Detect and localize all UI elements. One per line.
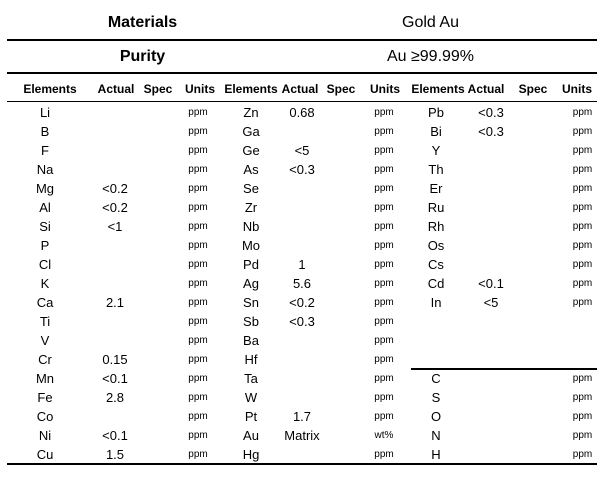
element-cell: C [431, 371, 441, 386]
unit-cell: ppm [188, 354, 208, 365]
actual-cell: 1.7 [292, 409, 312, 424]
unit-cell [556, 350, 609, 369]
unit-cell: ppm [572, 183, 593, 194]
actual-cell [90, 407, 140, 426]
unit-cell: ppm [374, 107, 394, 118]
spec-cell [322, 426, 362, 445]
spec-cell [140, 312, 176, 331]
element-cell: Rh [427, 219, 445, 234]
spec-cell [140, 369, 176, 388]
actual-cell [466, 426, 516, 445]
unit-cell: ppm [572, 449, 593, 460]
unit-cell: ppm [188, 107, 208, 118]
element-cell: Ga [242, 124, 260, 139]
unit-cell: ppm [572, 430, 593, 441]
spec-cell [322, 445, 362, 464]
element-cell: Au [243, 428, 259, 443]
unit-cell: ppm [374, 354, 394, 365]
table-row [0, 293, 609, 312]
col-elements-3: Elements [411, 82, 465, 96]
unit-cell: ppm [572, 411, 593, 422]
spec-cell [140, 445, 176, 464]
col-elements-1: Elements [23, 82, 77, 96]
element-cell: Ti [39, 314, 51, 329]
actual-cell [282, 122, 322, 141]
table-row [0, 255, 609, 274]
table-row [0, 445, 609, 464]
element-cell: N [431, 428, 441, 443]
element-cell: Bi [430, 124, 442, 139]
spec-cell [516, 103, 556, 122]
table-row [0, 122, 609, 141]
spec-cell [322, 217, 362, 236]
spec-cell [516, 160, 556, 179]
element-cell: Al [39, 200, 51, 215]
element-cell: Hf [244, 352, 258, 367]
actual-cell [466, 179, 516, 198]
actual-cell: <5 [483, 295, 499, 310]
spec-cell [140, 179, 176, 198]
unit-cell: ppm [374, 335, 394, 346]
col-units-1: Units [185, 82, 215, 96]
unit-cell: ppm [572, 164, 593, 175]
actual-cell: <0.2 [102, 200, 128, 215]
spec-cell [322, 122, 362, 141]
table-row [0, 331, 609, 350]
actual-cell: <0.3 [478, 124, 504, 139]
spec-cell [140, 274, 176, 293]
actual-cell [282, 179, 322, 198]
spec-cell [516, 369, 556, 388]
col-units-2: Units [370, 82, 400, 96]
actual-cell: <0.1 [478, 276, 504, 291]
spec-cell [322, 160, 362, 179]
spec-cell [516, 426, 556, 445]
col-elements-2: Elements [224, 82, 278, 96]
actual-cell [90, 103, 140, 122]
unit-cell: ppm [572, 373, 593, 384]
element-cell: Pd [243, 257, 259, 272]
purity-value: Au ≥99.99% [386, 48, 475, 65]
unit-cell: ppm [188, 145, 208, 156]
unit-cell: ppm [572, 297, 593, 308]
element-cell: Mo [241, 238, 261, 253]
spec-cell [516, 388, 556, 407]
materials-value: Gold Au [402, 14, 459, 31]
spec-cell [322, 293, 362, 312]
spec-cell [322, 407, 362, 426]
unit-cell: wt% [374, 430, 394, 441]
actual-cell: <0.2 [289, 295, 315, 310]
spec-cell [322, 388, 362, 407]
unit-cell: ppm [188, 221, 208, 232]
unit-cell: ppm [188, 259, 208, 270]
table-row [0, 312, 609, 331]
spec-cell [140, 293, 176, 312]
spec-cell [140, 217, 176, 236]
element-cell: Hg [242, 447, 260, 462]
actual-cell [90, 255, 140, 274]
element-cell: Nb [242, 219, 260, 234]
materials-label: Materials [107, 14, 178, 31]
spec-cell [516, 312, 556, 331]
unit-cell: ppm [572, 240, 593, 251]
unit-cell: ppm [188, 202, 208, 213]
unit-cell: ppm [374, 202, 394, 213]
rule-purity [7, 72, 597, 74]
element-cell: O [430, 409, 442, 424]
spec-cell [516, 293, 556, 312]
spec-cell [322, 179, 362, 198]
element-cell: Cu [36, 447, 54, 462]
element-cell: Sn [243, 295, 259, 310]
element-cell: Mn [35, 371, 55, 386]
actual-cell [466, 312, 516, 331]
actual-cell [466, 255, 516, 274]
spec-cell [516, 122, 556, 141]
actual-cell [282, 350, 322, 369]
element-cell: Cs [428, 257, 444, 272]
spec-cell [140, 198, 176, 217]
actual-cell: <0.2 [102, 181, 128, 196]
actual-cell: <0.1 [102, 428, 128, 443]
actual-cell: <0.3 [478, 105, 504, 120]
actual-cell: 1 [298, 257, 306, 272]
purity-label: Purity [119, 48, 166, 65]
unit-cell: ppm [374, 183, 394, 194]
actual-cell [466, 369, 516, 388]
element-cell: Ba [243, 333, 259, 348]
spec-cell [516, 331, 556, 350]
actual-cell [282, 217, 322, 236]
table-row [0, 274, 609, 293]
table-row [0, 350, 609, 369]
unit-cell: ppm [188, 240, 208, 251]
actual-cell [90, 141, 140, 160]
unit-cell: ppm [188, 373, 208, 384]
element-cell: W [244, 390, 258, 405]
actual-cell: 5.6 [292, 276, 312, 291]
spec-cell [140, 141, 176, 160]
unit-cell: ppm [188, 316, 208, 327]
spec-cell [140, 236, 176, 255]
actual-cell [466, 141, 516, 160]
spec-cell [322, 198, 362, 217]
table-row [0, 179, 609, 198]
unit-cell: ppm [188, 449, 208, 460]
actual-cell [90, 236, 140, 255]
unit-cell: ppm [572, 107, 593, 118]
table-row [0, 407, 609, 426]
element-cell: Co [36, 409, 54, 424]
unit-cell: ppm [188, 297, 208, 308]
spec-cell [140, 160, 176, 179]
col-spec-1: Spec [143, 82, 173, 96]
unit-cell: ppm [188, 392, 208, 403]
spec-cell [140, 255, 176, 274]
actual-cell: 2.1 [105, 295, 125, 310]
actual-cell [90, 331, 140, 350]
spec-cell [322, 236, 362, 255]
element-cell: Er [429, 181, 443, 196]
spec-cell [322, 350, 362, 369]
actual-cell: <0.1 [102, 371, 128, 386]
table-row [0, 160, 609, 179]
unit-cell: ppm [374, 164, 394, 175]
col-actual-2: Actual [281, 82, 319, 96]
unit-cell: ppm [374, 221, 394, 232]
actual-cell: Matrix [284, 428, 320, 443]
unit-cell: ppm [374, 449, 394, 460]
element-cell: Cd [427, 276, 445, 291]
unit-cell: ppm [188, 411, 208, 422]
actual-cell [466, 407, 516, 426]
actual-cell [90, 122, 140, 141]
actual-cell [466, 388, 516, 407]
element-cell: P [40, 238, 50, 253]
spec-cell [516, 217, 556, 236]
element-cell: Pb [428, 105, 444, 120]
element-cell: Zr [244, 200, 258, 215]
element-cell: Zn [243, 105, 259, 120]
element-cell: Ni [38, 428, 52, 443]
actual-cell [282, 445, 322, 464]
unit-cell: ppm [374, 297, 394, 308]
spec-cell [140, 388, 176, 407]
element-cell: Cr [38, 352, 52, 367]
rule-top [7, 39, 597, 41]
actual-cell [466, 198, 516, 217]
unit-cell: ppm [374, 278, 394, 289]
spec-cell [516, 179, 556, 198]
element-cell: Se [243, 181, 259, 196]
element-cell: S [431, 390, 441, 405]
rule-gases [411, 368, 597, 370]
spec-cell [322, 141, 362, 160]
spec-cell [322, 274, 362, 293]
element-cell: Ta [244, 371, 258, 386]
spec-cell [140, 426, 176, 445]
element-cell: Cl [38, 257, 52, 272]
spec-cell [322, 103, 362, 122]
actual-cell: <5 [294, 143, 310, 158]
element-cell [406, 331, 466, 350]
element-cell: Li [39, 105, 51, 120]
element-cell: Sb [243, 314, 259, 329]
element-cell: Ag [243, 276, 259, 291]
unit-cell: ppm [374, 392, 394, 403]
unit-cell: ppm [374, 126, 394, 137]
element-cell: H [431, 447, 441, 462]
element-cell: B [40, 124, 50, 139]
rule-header [7, 101, 597, 102]
spec-cell [140, 407, 176, 426]
unit-cell: ppm [572, 278, 593, 289]
element-cell: Ru [427, 200, 445, 215]
actual-cell [90, 274, 140, 293]
unit-cell: ppm [572, 126, 593, 137]
actual-cell [90, 312, 140, 331]
spec-cell [516, 236, 556, 255]
unit-cell: ppm [374, 240, 394, 251]
spec-cell [322, 369, 362, 388]
unit-cell: ppm [374, 145, 394, 156]
table-row [0, 369, 609, 388]
table-row [0, 103, 609, 122]
element-cell: Y [431, 143, 441, 158]
unit-cell [556, 312, 609, 331]
actual-cell [466, 331, 516, 350]
element-cell: Os [427, 238, 445, 253]
spec-cell [140, 122, 176, 141]
col-spec-3: Spec [518, 82, 548, 96]
unit-cell: ppm [188, 164, 208, 175]
table-row [0, 217, 609, 236]
element-cell: Fe [37, 390, 53, 405]
unit-cell: ppm [188, 430, 208, 441]
table-row [0, 236, 609, 255]
actual-cell [282, 236, 322, 255]
element-cell: V [40, 333, 50, 348]
actual-cell [466, 350, 516, 369]
actual-cell [466, 160, 516, 179]
actual-cell: 0.15 [102, 352, 128, 367]
actual-cell: 1.5 [105, 447, 125, 462]
col-spec-2: Spec [326, 82, 356, 96]
element-cell: Th [428, 162, 444, 177]
unit-cell: ppm [188, 335, 208, 346]
actual-cell: <0.3 [289, 314, 315, 329]
element-cell [406, 350, 466, 369]
unit-cell: ppm [374, 373, 394, 384]
unit-cell: ppm [572, 392, 593, 403]
actual-cell [466, 217, 516, 236]
spec-cell [322, 312, 362, 331]
col-actual-1: Actual [97, 82, 135, 96]
element-cell: Si [39, 219, 51, 234]
actual-cell [282, 331, 322, 350]
unit-cell [556, 331, 609, 350]
col-actual-3: Actual [467, 82, 505, 96]
element-cell: K [40, 276, 50, 291]
spec-cell [516, 350, 556, 369]
element-cell: Mg [35, 181, 55, 196]
spec-cell [140, 331, 176, 350]
analysis-table [0, 103, 609, 464]
unit-cell: ppm [374, 316, 394, 327]
element-cell: Na [36, 162, 54, 177]
spec-cell [516, 255, 556, 274]
unit-cell: ppm [188, 126, 208, 137]
spec-cell [516, 198, 556, 217]
table-row [0, 141, 609, 160]
actual-cell: <1 [107, 219, 123, 234]
unit-cell: ppm [572, 221, 593, 232]
unit-cell: ppm [188, 278, 208, 289]
unit-cell: ppm [374, 411, 394, 422]
table-row [0, 426, 609, 445]
element-cell: Pt [244, 409, 258, 424]
actual-cell: 0.68 [289, 105, 315, 120]
spec-cell [516, 274, 556, 293]
unit-cell: ppm [572, 202, 593, 213]
spec-cell [322, 255, 362, 274]
unit-cell: ppm [572, 145, 593, 156]
col-units-3: Units [562, 82, 592, 96]
element-cell [406, 312, 466, 331]
rule-bottom [7, 463, 597, 465]
spec-cell [516, 407, 556, 426]
element-cell: Ge [242, 143, 260, 158]
unit-cell: ppm [374, 259, 394, 270]
actual-cell [90, 160, 140, 179]
table-row [0, 388, 609, 407]
actual-cell: <0.3 [289, 162, 315, 177]
spec-cell [516, 141, 556, 160]
element-cell: In [430, 295, 442, 310]
element-cell: As [243, 162, 259, 177]
actual-cell [466, 236, 516, 255]
spec-cell [140, 103, 176, 122]
actual-cell [282, 369, 322, 388]
actual-cell [466, 445, 516, 464]
element-cell: F [41, 143, 49, 158]
unit-cell: ppm [572, 259, 593, 270]
spec-cell [140, 350, 176, 369]
unit-cell: ppm [188, 183, 208, 194]
spec-cell [516, 445, 556, 464]
table-row [0, 198, 609, 217]
spec-cell [322, 331, 362, 350]
actual-cell: 2.8 [105, 390, 125, 405]
actual-cell [282, 198, 322, 217]
actual-cell [282, 388, 322, 407]
element-cell: Ca [36, 295, 54, 310]
